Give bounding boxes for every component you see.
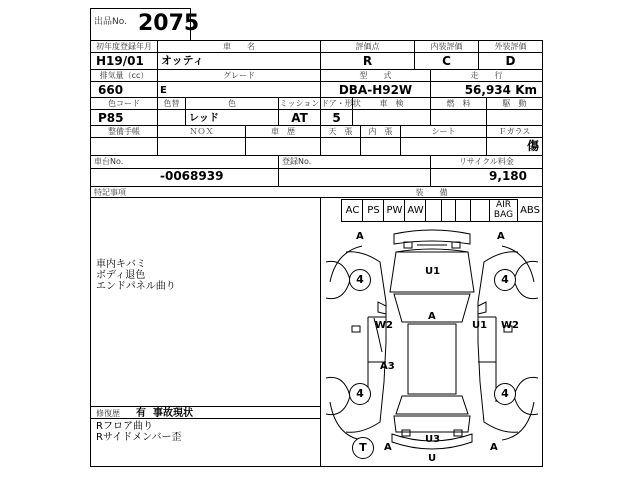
grade-value: E [160,85,167,96]
score-value: R [362,54,373,68]
history-label: 車 歴 [271,127,295,136]
displacement-value: 660 [98,83,124,97]
repair-line-2: Rサイドメンバー歪 [96,432,182,443]
car-damage-diagram [322,222,542,466]
transmission-value: AT [291,111,308,125]
doors-label: ドア・形状 [321,99,361,108]
exterior-score-value: D [505,54,516,68]
equipment-aw: AW [407,205,424,216]
seat-label: シート [431,127,456,136]
mark-rear-fender-left: 4 [349,383,371,405]
exterior-score-label: 外装評価 [494,42,527,51]
mark-front-fender-right: 4 [494,269,516,291]
mark-rear-gate: U3 [425,434,441,445]
model-label: 型 式 [359,71,392,80]
sunroof-label: 天 張 [328,127,353,136]
displacement-label: 排気量（cc） [99,71,149,80]
mark-front-right: A [497,231,505,242]
equipment-ac: AC [345,205,360,216]
recycle-value: 9,180 [489,169,527,183]
fuel-label: 燃 料 [446,99,471,108]
car-name-value: オッティ [161,54,204,67]
mark-rear-door-left: A3 [380,361,395,372]
car-name-label: 車 名 [223,42,255,51]
mark-rear-fender-right: 4 [494,383,516,405]
repair-status-note: 事故現状 [153,408,193,419]
mark-rear-tire: T [352,437,374,459]
transmission-label: ミッション [279,99,320,108]
interior-label: 内 張 [368,127,393,136]
color-value: レッド [189,113,219,124]
equipment-label: 装 備 [415,188,448,197]
color-change-label: 色替 [163,99,180,108]
doors-value: 5 [332,111,341,125]
remark-line-1: 車内キバミ [96,259,146,270]
f-glass-label: Ｆガラス [498,127,531,136]
manual-label: 整備手帳 [108,127,140,136]
equipment-airbag: AIR BAG [493,200,514,220]
equipment-abs: ABS [520,205,540,216]
nox-label: ＮＯＸ [189,127,214,136]
mark-pillar-right: U1 [472,320,488,331]
remark-line-2: ボディ退色 [96,270,146,281]
mark-hood: U1 [425,266,441,277]
mark-front-door-right: W2 [501,320,519,331]
mark-front-left: A [356,231,364,242]
reg-no-label: 登録No. [282,157,312,166]
repair-line-1: Rフロア曲り [96,421,153,432]
color-code-label: 色コード [108,99,140,108]
color-label: 色 [228,99,236,108]
f-glass-value: 傷 [526,139,539,153]
interior-score-value: C [442,54,451,68]
remark-line-3: エンドパネル曲り [96,281,176,292]
equipment-ps: PS [367,205,380,216]
color-code-value: P85 [98,111,124,125]
lot-number-label: 出品No. [94,17,127,27]
drive-label: 駆 動 [502,99,527,108]
first-reg-label: 初年度登録年月 [96,42,152,51]
repair-label: 修復歴 [96,409,120,418]
chassis-value: -0068939 [160,169,224,183]
chassis-label: 車台No. [94,157,124,166]
inspection-label: 車 検 [379,99,404,108]
remarks-label: 特記事項 [94,188,126,197]
equipment-pw: PW [386,205,403,216]
grade-label: グレード [223,71,255,80]
mark-rear-bumper: U [428,453,437,464]
mileage-value: 56,934 Km [464,83,537,97]
mark-front-fender-left: 4 [349,269,371,291]
model-value: DBA-H92W [338,83,413,97]
mark-roof: A [428,311,436,322]
repair-status: 有 [136,408,146,419]
lot-number: 2075 [138,11,200,36]
score-label: 評価点 [355,42,380,51]
mark-rear-a-left: A [384,442,392,453]
recycle-label: リサイクル料金 [459,157,514,166]
mileage-label: 走 行 [470,71,503,80]
first-reg-value: H19/01 [96,54,144,68]
interior-score-label: 内装評価 [430,42,463,51]
mark-rear-a-right: A [490,442,498,453]
mark-front-door-left: W2 [375,320,393,331]
